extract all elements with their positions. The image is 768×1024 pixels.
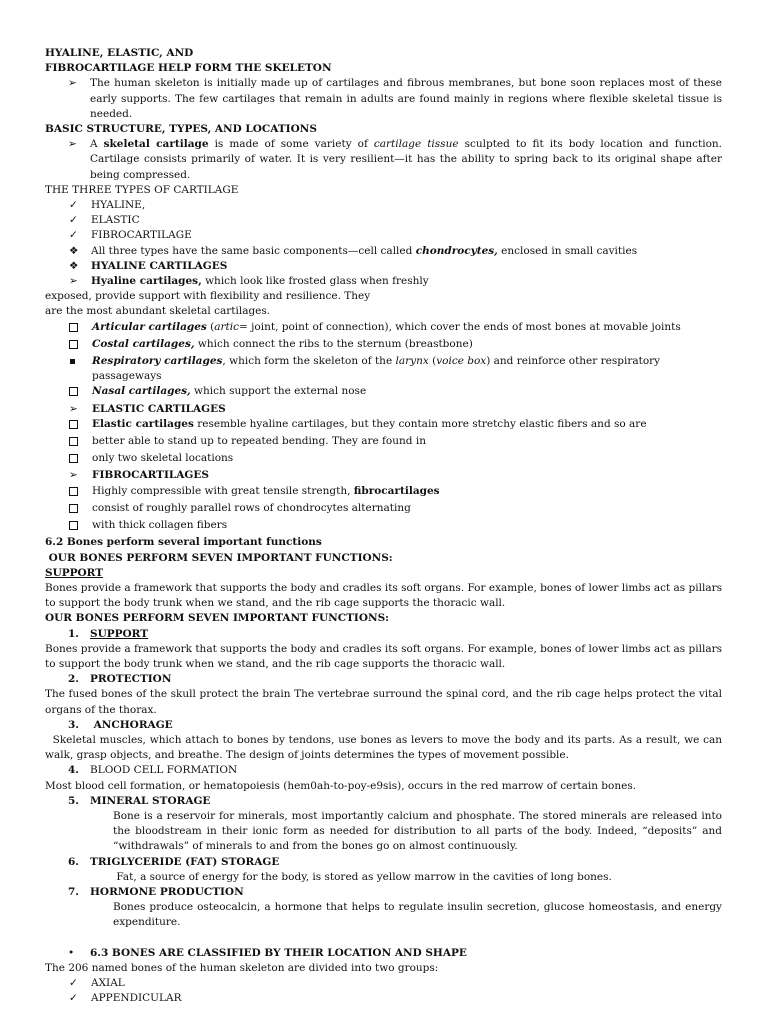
filled-bullet xyxy=(69,354,92,369)
text-rest: which connect the ribs to the sternum (breastbone) xyxy=(194,337,473,350)
skeletal-cartilage-item xyxy=(45,137,722,183)
hyaline-line-2: exposed, provide support with flexibility and resilience. They xyxy=(45,290,371,303)
check-icon: ✓ xyxy=(69,199,78,212)
group-item-appendicular xyxy=(45,991,722,1006)
function-item-5 xyxy=(45,794,722,809)
text-rest: which look like frosted glass when freshly xyxy=(201,275,429,288)
checkbox-bullet xyxy=(69,320,92,337)
text-rest: sculpted to fit its body location and function. Cartilage consists primarily of water. It is very resilient—it has the ability to spring back to its original shape after being compressed. xyxy=(90,138,722,181)
type-label: ELASTIC xyxy=(91,214,140,227)
hyaline-term: Hyaline cartilages, xyxy=(91,275,202,288)
costal-text xyxy=(92,337,722,352)
support-heading: SUPPORT xyxy=(45,566,104,579)
function-number: 4. xyxy=(68,764,79,777)
function-text-2: The fused bones of the skull protect the brain The vertebrae surround the spinal cord, and the rib cage helps protect the vital organs of the thorax. xyxy=(45,688,722,716)
nasal-item xyxy=(45,384,722,401)
voice-box-term: voice box xyxy=(436,355,487,368)
text-pre: Highly compressible with great tensile strength, xyxy=(92,484,354,497)
elastic-item-1 xyxy=(45,417,722,434)
checkbox-bullet xyxy=(69,501,92,518)
checkbox-bullet xyxy=(69,434,92,451)
function-number: 6. xyxy=(68,855,79,868)
function-name: BLOOD CELL FORMATION xyxy=(90,764,238,777)
function-name: TRIGLYCERIDE (FAT) STORAGE xyxy=(90,855,280,868)
arrow-bullet-icon: ➢ xyxy=(69,275,78,288)
checkbox-bullet xyxy=(69,417,92,434)
text-b: = joint, point of connection), which cover the ends of most bones at movable joints xyxy=(239,320,681,333)
square-bullet-icon xyxy=(69,323,78,332)
skeletal-cartilage-text xyxy=(90,137,722,183)
elastic-term: Elastic cartilages xyxy=(92,417,194,430)
diamond-bullet-icon: ❖ xyxy=(69,259,79,272)
function-item-6 xyxy=(45,855,722,870)
function-number: 5. xyxy=(68,794,79,807)
check-icon: ✓ xyxy=(69,976,78,989)
costal-term: Costal cartilages, xyxy=(92,337,195,350)
section-6-3-text: The 206 named bones of the human skeleton are divided into two groups: xyxy=(45,961,439,974)
hyaline-heading: HYALINE CARTILAGES xyxy=(91,259,228,272)
function-number: 3. xyxy=(68,718,79,731)
respiratory-term: Respiratory cartilages xyxy=(92,355,223,368)
chondrocytes-item xyxy=(45,244,722,259)
elastic-text-2: better able to stand up to repeated bending. They are found in xyxy=(92,435,426,448)
group-label: AXIAL xyxy=(91,976,125,989)
chondrocytes-text xyxy=(91,244,722,259)
elastic-heading: ELASTIC CARTILAGES xyxy=(92,402,226,415)
function-text-1: Bones provide a framework that supports the body and cradles its soft organs. For example, bones of lower limbs act as pillars to support the body trunk when we stand, and the rib cage supports the thoracic wall. xyxy=(45,642,722,670)
type-item-hyaline xyxy=(45,198,722,213)
type-label: FIBROCARTILAGE xyxy=(91,229,192,242)
spacer xyxy=(45,931,722,946)
checkbox-bullet xyxy=(69,484,92,501)
nasal-term: Nasal cartilages, xyxy=(92,385,191,398)
function-name: MINERAL STORAGE xyxy=(90,794,211,807)
nasal-text xyxy=(92,384,722,399)
text-a: ( xyxy=(206,320,215,333)
function-text-3: Skeletal muscles, which attach to bones by tendons, use bones as levers to move the body and its parts. As a result, we can walk, grasp objects, and breathe. The design of joints determines the types of movement possible. xyxy=(45,733,726,762)
check-icon: ✓ xyxy=(69,992,78,1005)
function-text-7: Bones produce osteocalcin, a hormone that helps to regulate insulin secretion, glucose homeostasis, and energy expenditure. xyxy=(113,901,722,929)
text-rest: resemble hyaline cartilages, but they contain more stretchy elastic fibers and so are xyxy=(193,417,647,430)
title-line-1: HYALINE, ELASTIC, AND xyxy=(45,47,194,59)
articular-item xyxy=(45,320,722,337)
text-a: , which form the skeleton of the xyxy=(222,355,396,368)
hyaline-heading-item xyxy=(45,259,722,274)
function-item-2 xyxy=(45,672,722,687)
group-item-axial xyxy=(45,976,722,991)
function-item-1 xyxy=(45,627,722,642)
hyaline-text xyxy=(91,274,722,289)
basic-structure-heading: BASIC STRUCTURE, TYPES, AND LOCATIONS xyxy=(45,123,317,136)
type-item-elastic xyxy=(45,213,722,228)
intro-item xyxy=(45,76,722,122)
checkbox-bullet xyxy=(69,518,92,535)
elastic-heading-item xyxy=(45,402,722,417)
square-bullet-icon xyxy=(69,387,78,396)
fibro-heading: FIBROCARTILAGES xyxy=(92,469,209,482)
section-6-3-item xyxy=(45,946,722,961)
fibro-heading-item xyxy=(45,468,722,483)
elastic-text-3: only two skeletal locations xyxy=(92,452,234,465)
fibro-text-1 xyxy=(92,484,722,499)
checkbox-bullet xyxy=(69,384,92,401)
text-post: enclosed in small cavities xyxy=(497,244,638,257)
respiratory-item xyxy=(45,354,722,384)
document-body xyxy=(45,46,726,1006)
function-item-7 xyxy=(45,885,722,900)
type-label: HYALINE, xyxy=(91,199,146,212)
checkbox-bullet xyxy=(69,337,92,354)
artic-term: artic xyxy=(214,320,240,333)
function-name: PROTECTION xyxy=(90,673,172,686)
cartilage-tissue-term: cartilage tissue xyxy=(373,138,459,151)
fibrocartilages-term: fibrocartilages xyxy=(353,484,440,497)
skeletal-cartilage-term: skeletal cartilage xyxy=(103,138,209,151)
check-icon: ✓ xyxy=(69,214,78,227)
function-text-6: Fat, a source of energy for the body, is stored as yellow marrow in the cavities of long bones. xyxy=(113,870,612,883)
larynx-term: larynx xyxy=(395,355,429,368)
elastic-item-3 xyxy=(45,451,722,468)
title-line-2: FIBROCARTILAGE HELP FORM THE SKELETON xyxy=(45,62,332,75)
arrow-bullet-icon: ➢ xyxy=(69,402,78,415)
text-rest: which support the external nose xyxy=(190,385,367,398)
arrow-bullet-icon: ➢ xyxy=(68,138,77,151)
function-number: 1. xyxy=(68,627,79,640)
dot-bullet-icon: • xyxy=(68,946,75,959)
elastic-item-2 xyxy=(45,434,722,451)
chondrocytes-term: chondrocytes, xyxy=(415,244,498,257)
square-bullet-icon xyxy=(69,454,78,463)
articular-term: Articular cartilages xyxy=(92,320,207,333)
fibro-item-1 xyxy=(45,484,722,501)
text-mid: is made of some variety of xyxy=(208,138,374,151)
square-bullet-icon xyxy=(69,340,78,349)
group-label: APPENDICULAR xyxy=(91,992,182,1005)
section-6-3-heading: 6.3 BONES ARE CLASSIFIED BY THEIR LOCATION AND SHAPE xyxy=(90,946,467,959)
square-bullet-icon xyxy=(69,437,78,446)
support-paragraph: Bones provide a framework that supports the body and cradles its soft organs. For example, bones of lower limbs act as pillars to support the body trunk when we stand, and the rib cage supports the thoracic wall. xyxy=(45,581,722,610)
functions-heading-2: OUR BONES PERFORM SEVEN IMPORTANT FUNCTIONS: xyxy=(45,612,390,625)
fibro-item-3 xyxy=(45,518,722,535)
section-6-2-heading: 6.2 Bones perform several important functions xyxy=(45,536,322,549)
articular-text xyxy=(92,320,722,335)
functions-heading-1: OUR BONES PERFORM SEVEN IMPORTANT FUNCTIONS: xyxy=(45,551,393,564)
function-name: HORMONE PRODUCTION xyxy=(90,885,244,898)
check-icon: ✓ xyxy=(69,229,78,242)
text-pre: All three types have the same basic components—cell called xyxy=(91,244,416,257)
fibro-text-2: consist of roughly parallel rows of chondrocytes alternating xyxy=(92,501,411,514)
function-text-4: Most blood cell formation, or hematopoiesis (hem0ah-to-poy-e9sis), occurs in the red marrow of certain bones. xyxy=(45,779,637,792)
type-item-fibrocartilage xyxy=(45,228,722,243)
elastic-text-1 xyxy=(92,417,722,432)
respiratory-text xyxy=(92,354,722,384)
function-item-4 xyxy=(45,763,722,778)
function-text-5: Bone is a reservoir for minerals, most importantly calcium and phosphate. The stored minerals are released into the bloodstream in their ionic form as needed for distribution to all parts of the body. Indeed, “deposits” and “withdrawals” of minerals to and from the bones go on almost continuously. xyxy=(113,809,722,853)
text-a: A xyxy=(90,138,104,151)
hyaline-item xyxy=(45,274,722,289)
arrow-bullet-icon: ➢ xyxy=(69,469,78,482)
text-c: ) and reinforce other respiratory passageways xyxy=(92,355,661,383)
arrow-bullet-icon: ➢ xyxy=(68,77,77,90)
checkbox-bullet xyxy=(69,451,92,468)
filled-square-icon xyxy=(70,359,75,364)
function-number: 7. xyxy=(68,885,79,898)
three-types-heading: THE THREE TYPES OF CARTILAGE xyxy=(45,183,239,196)
function-name: ANCHORAGE xyxy=(90,718,173,731)
function-number: 2. xyxy=(68,673,79,686)
costal-item xyxy=(45,337,722,354)
square-bullet-icon xyxy=(69,487,78,496)
fibro-item-2 xyxy=(45,501,722,518)
fibro-text-3: with thick collagen fibers xyxy=(92,519,228,532)
function-name: SUPPORT xyxy=(90,627,149,640)
function-item-3 xyxy=(45,718,722,733)
square-bullet-icon xyxy=(69,521,78,530)
text-b: ( xyxy=(428,355,437,368)
intro-text: The human skeleton is initially made up of cartilages and fibrous membranes, but bone soon replaces most of these early supports. The few cartilages that remain in adults are found mainly in regions where flexible skeletal tissue is needed. xyxy=(90,77,722,120)
hyaline-line-3: are the most abundant skeletal cartilages. xyxy=(45,305,271,318)
square-bullet-icon xyxy=(69,420,78,429)
square-bullet-icon xyxy=(69,504,78,513)
diamond-bullet-icon: ❖ xyxy=(69,244,79,257)
